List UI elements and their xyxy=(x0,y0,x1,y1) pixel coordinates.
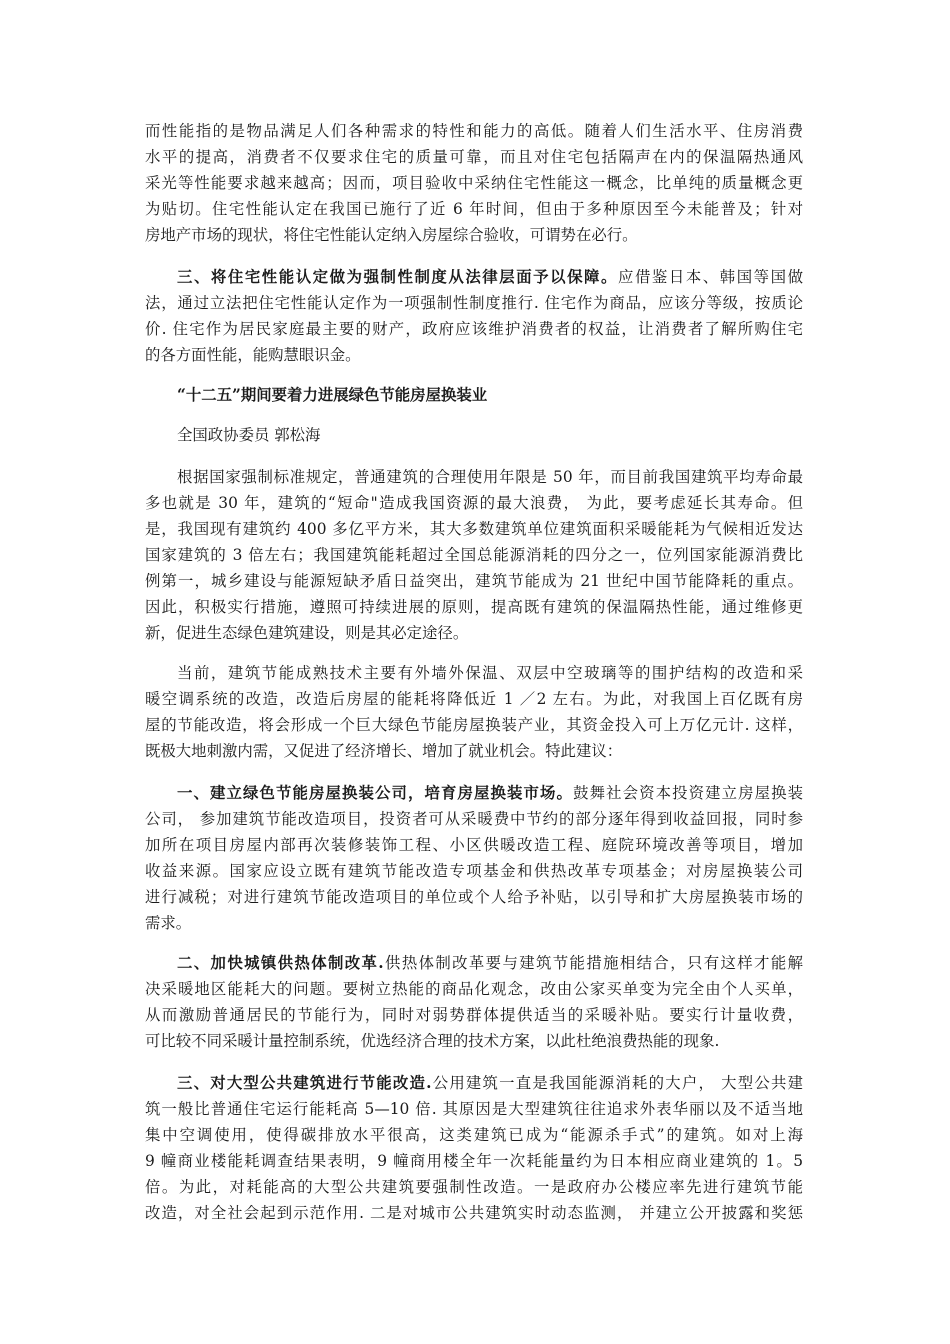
paragraph-line: 既极大地刺激内需，又促进了经济增长、增加了就业机会。特此建议： xyxy=(145,742,623,760)
paragraph-line: 国家建筑的 3 倍左右；我国建筑能耗超过全国总能源消耗的四分之一，位列国家能源消费比 xyxy=(145,546,803,564)
paragraph-line: 为贴切。住宅性能认定在我国已施行了近 6 年时间，但由于多种原因至今未能普及；针对 xyxy=(145,200,803,218)
paragraph-line: 公司， 参加建筑节能改造项目，投资者可从采暖费中节约的部分逐年得到收益回报，同时参 xyxy=(145,810,803,828)
paragraph-line: 倍。为此，对耗能高的大型公共建筑要强制性改造。一是政府办公楼应率先进行建筑节能 xyxy=(145,1178,803,1196)
paragraph-line: 决采暖地区能耗大的问题。要树立热能的商品化观念，改由公家买单变为完全由个人买单， xyxy=(145,980,803,998)
paragraph-text: 应借鉴日本、韩国等国做 xyxy=(617,268,803,286)
paragraph-line: 当前，建筑节能成熟技术主要有外墙外保温、双层中空玻璃等的围护结构的改造和采 xyxy=(177,664,803,682)
paragraph-line: 价. 住宅作为居民家庭最主要的财产，政府应该维护消费者的权益，让消费者了解所购住宅 xyxy=(145,320,803,338)
article-title: “十二五”期间要着力进展绿色节能房屋换装业 xyxy=(177,386,488,404)
point-heading: 三、将住宅性能认定做为强制性制度从法律层面予以保障。 xyxy=(177,268,618,286)
article-author: 全国政协委员 郭松海 xyxy=(177,426,321,444)
paragraph-line: 法，通过立法把住宅性能认定作为一项强制性制度推行. 住宅作为商品，应该分等级，按质论 xyxy=(145,294,803,312)
paragraph-line: 多也就是 30 年，建筑的“短命"造成我国资源的最大浪费， 为此，要考虑延长其寿命。但 xyxy=(145,494,803,512)
paragraph-line: 9 幢商业楼能耗调查结果表明，9 幢商用楼全年一次耗能量约为日本相应商业建筑的 1。5 xyxy=(145,1152,803,1170)
paragraph-line: 筑一般比普通住宅运行能耗高 5—10 倍. 其原因是大型建筑往往追求外表华丽以及不适当地 xyxy=(145,1100,803,1118)
paragraph-line: 例第一，城乡建设与能源短缺矛盾日益突出，建筑节能成为 21 世纪中国节能降耗的重点。 xyxy=(145,572,803,590)
paragraph-line xyxy=(177,1070,803,1096)
paragraph-line: 新，促进生态绿色建筑建设，则是其必定途径。 xyxy=(145,624,469,642)
paragraph-line xyxy=(177,264,803,290)
point-heading: 二、加快城镇供热体制改革. xyxy=(177,954,384,972)
point-heading: 一、建立绿色节能房屋换装公司，培育房屋换装市场。 xyxy=(177,784,574,802)
paragraph-text: 公用建筑一直是我国能源消耗的大户， 大型公共建 xyxy=(431,1074,803,1092)
paragraph-line xyxy=(177,780,803,806)
paragraph-line: 进行减税；对进行建筑节能改造项目的单位或个人给予补贴，以引导和扩大房屋换装市场的 xyxy=(145,888,803,906)
paragraph-line: 而性能指的是物品满足人们各种需求的特性和能力的高低。随着人们生活水平、住房消费 xyxy=(145,122,803,140)
paragraph-line xyxy=(177,950,803,976)
paragraph-text: 鼓舞社会资本投资建立房屋换装 xyxy=(573,784,803,802)
paragraph-text: 供热体制改革要与建筑节能措施相结合，只有这样才能解 xyxy=(383,954,803,972)
paragraph-line: 是，我国现有建筑约 400 多亿平方米，其大多数建筑单位建筑面积采暖能耗为气候相近发达 xyxy=(145,520,803,538)
paragraph-line: 采光等性能要求越来越高；因而，项目验收中采纳住宅性能这一概念，比单纯的质量概念更 xyxy=(145,174,803,192)
paragraph-line: 屋的节能改造，将会形成一个巨大绿色节能房屋换装产业，其资金投入可上万亿元计. 这样， xyxy=(145,716,803,734)
paragraph-line: 因此，积极实行措施，遵照可持续进展的原则，提高既有建筑的保温隔热性能，通过维修更 xyxy=(145,598,803,616)
paragraph-line: 集中空调使用，使得碳排放水平很高，这类建筑已成为“能源杀手式”的建筑。如对上海 xyxy=(145,1126,803,1144)
paragraph-line: 的各方面性能，能购慧眼识金。 xyxy=(145,346,361,364)
paragraph-line: 根据国家强制标准规定，普通建筑的合理使用年限是 50 年，而目前我国建筑平均寿命最 xyxy=(177,468,803,486)
paragraph-line: 水平的提高，消费者不仅要求住宅的质量可靠，而且对住宅包括隔声在内的保温隔热通风 xyxy=(145,148,803,166)
paragraph-line: 房地产市场的现状，将住宅性能认定纳入房屋综合验收，可谓势在必行。 xyxy=(145,226,638,244)
paragraph-line: 可比较不同采暖计量控制系统，优选经济合理的技术方案，以此杜绝浪费热能的现象. xyxy=(145,1032,720,1050)
point-heading: 三、对大型公共建筑进行节能改造. xyxy=(177,1074,432,1092)
paragraph-line: 需求。 xyxy=(145,914,192,932)
paragraph-line: 暖空调系统的改造，改造后房屋的能耗将降低近 1 ／2 左右。为此，对我国上百亿既有房 xyxy=(145,690,803,708)
paragraph-line: 收益来源。国家应设立既有建筑节能改造专项基金和供热改革专项基金；对房屋换装公司 xyxy=(145,862,803,880)
paragraph-line: 改造，对全社会起到示范作用. 二是对城市公共建筑实时动态监测， 并建立公开披露和奖惩 xyxy=(145,1204,803,1222)
paragraph-line: 从而激励普通居民的节能行为，同时对弱势群体提供适当的采暖补贴。要实行计量收费， xyxy=(145,1006,803,1024)
paragraph-line: 加所在项目房屋内部再次装修装饰工程、小区供暖改造工程、庭院环境改善等项目，增加 xyxy=(145,836,803,854)
